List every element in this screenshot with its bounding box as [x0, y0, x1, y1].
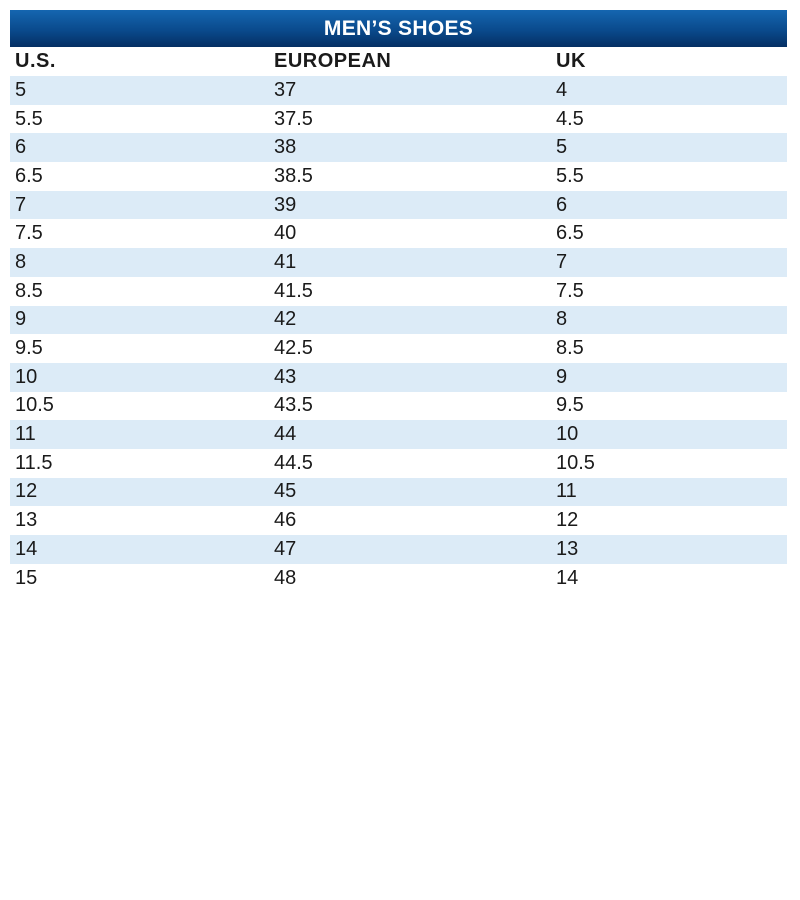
table-row [10, 191, 787, 220]
cell-uk: 10 [556, 423, 579, 446]
header-row [10, 47, 787, 76]
cell-us: 5.5 [15, 107, 43, 130]
cell-uk: 8 [556, 308, 568, 331]
cell-uk: 14 [556, 566, 579, 589]
cell-us: 5 [15, 78, 27, 101]
cell-uk: 5 [556, 136, 568, 159]
cell-european: 48 [274, 566, 297, 589]
cell-us: 9 [15, 308, 27, 331]
table-row [10, 219, 787, 248]
cell-uk: 4 [556, 78, 568, 101]
table-row [10, 392, 787, 421]
cell-us: 11 [15, 423, 36, 446]
cell-us: 10 [15, 365, 38, 388]
table-row [10, 248, 787, 277]
cell-european: 45 [274, 480, 297, 503]
cell-european: 43 [274, 365, 297, 388]
cell-european: 37 [274, 78, 297, 101]
header-us: U.S. [15, 50, 56, 72]
cell-us: 8.5 [15, 279, 43, 302]
cell-uk: 9.5 [556, 394, 584, 417]
table-row [10, 478, 787, 507]
cell-us: 6.5 [15, 164, 43, 187]
cell-uk: 13 [556, 537, 579, 560]
table-title: MEN’S SHOES [10, 10, 787, 47]
cell-us: 11.5 [15, 451, 53, 474]
cell-uk: 6.5 [556, 222, 584, 245]
cell-us: 10.5 [15, 394, 54, 417]
cell-european: 47 [274, 537, 297, 560]
cell-european: 40 [274, 222, 297, 245]
cell-european: 37.5 [274, 107, 313, 130]
cell-uk: 11 [556, 480, 577, 503]
table-row [10, 363, 787, 392]
size-chart [10, 10, 787, 592]
cell-us: 8 [15, 250, 27, 273]
cell-uk: 7.5 [556, 279, 584, 302]
cell-european: 43.5 [274, 394, 313, 417]
header-european: EUROPEAN [274, 50, 392, 72]
cell-uk: 5.5 [556, 164, 584, 187]
cell-uk: 9 [556, 365, 568, 388]
table-row [10, 334, 787, 363]
cell-european: 38 [274, 136, 297, 159]
cell-european: 42 [274, 308, 297, 331]
cell-european: 44.5 [274, 451, 313, 474]
cell-uk: 6 [556, 193, 568, 216]
cell-uk: 7 [556, 250, 568, 273]
cell-european: 41.5 [274, 279, 313, 302]
cell-european: 39 [274, 193, 297, 216]
header-uk: UK [556, 50, 586, 72]
cell-us: 15 [15, 566, 38, 589]
cell-us: 12 [15, 480, 38, 503]
cell-us: 14 [15, 537, 38, 560]
table-row [10, 306, 787, 335]
cell-uk: 8.5 [556, 337, 584, 360]
cell-us: 6 [15, 136, 27, 159]
cell-us: 9.5 [15, 337, 43, 360]
table-row [10, 564, 787, 593]
cell-european: 42.5 [274, 337, 313, 360]
table-body [10, 76, 787, 592]
table-row [10, 535, 787, 564]
table-row [10, 162, 787, 191]
cell-us: 7.5 [15, 222, 43, 245]
table-row [10, 420, 787, 449]
cell-european: 41 [274, 250, 297, 273]
cell-uk: 12 [556, 509, 579, 532]
table-row [10, 449, 787, 478]
cell-us: 7 [15, 193, 27, 216]
table-row [10, 105, 787, 134]
cell-european: 38.5 [274, 164, 313, 187]
cell-uk: 10.5 [556, 451, 595, 474]
cell-european: 46 [274, 509, 297, 532]
cell-uk: 4.5 [556, 107, 584, 130]
table-row [10, 506, 787, 535]
table-row [10, 133, 787, 162]
table-row [10, 277, 787, 306]
table-row [10, 76, 787, 105]
cell-us: 13 [15, 509, 38, 532]
cell-european: 44 [274, 423, 297, 446]
